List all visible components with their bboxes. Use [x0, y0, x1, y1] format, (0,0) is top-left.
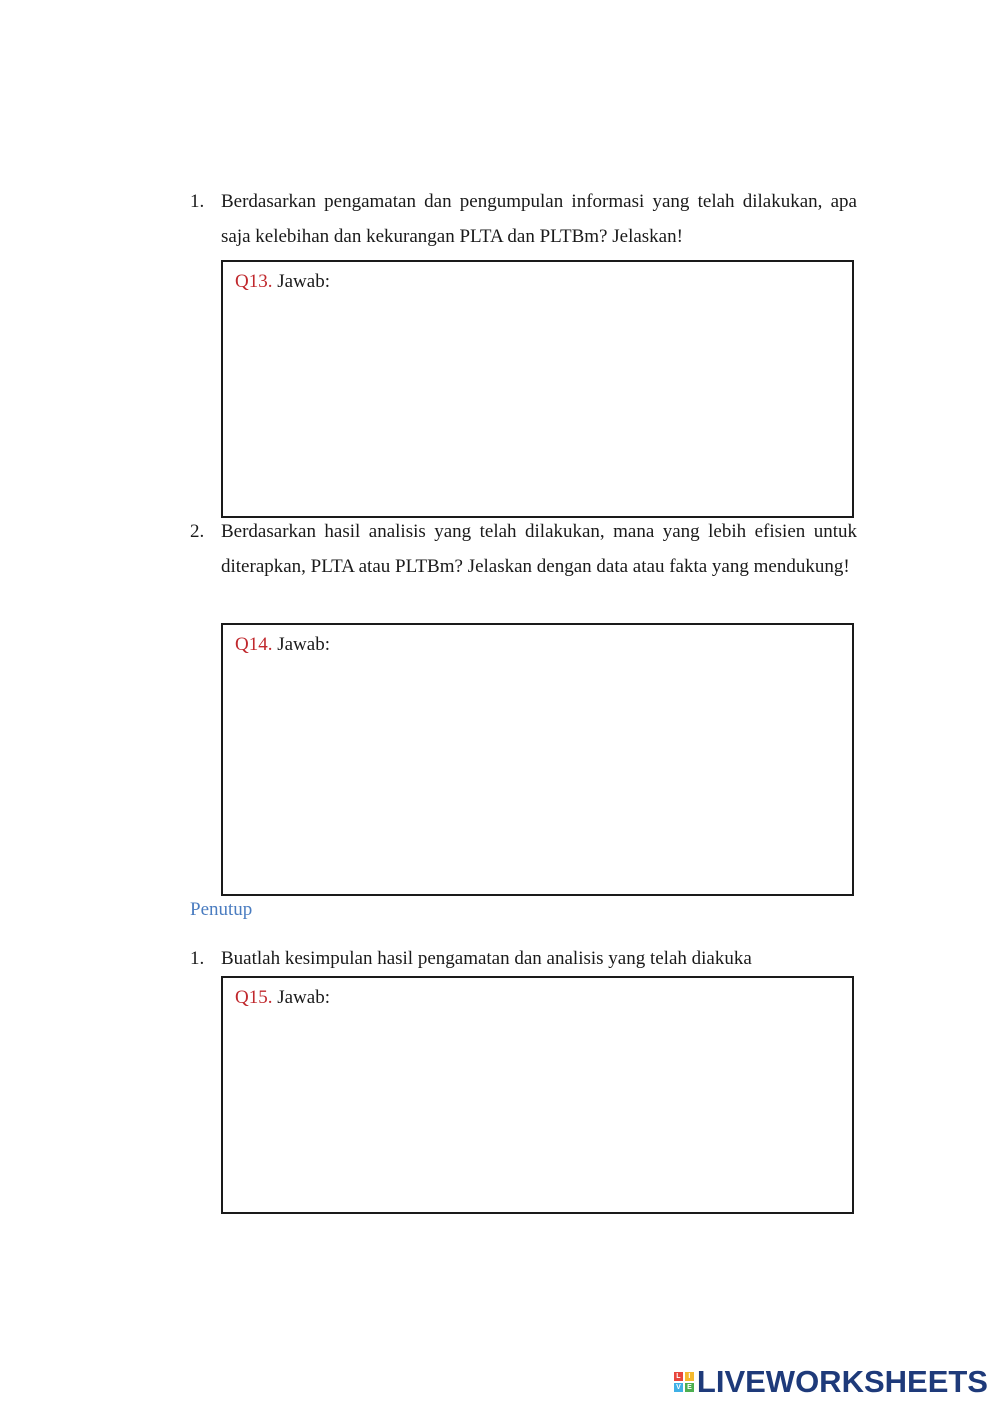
answer-label	[235, 633, 330, 657]
closing-question-1	[190, 941, 857, 976]
question-number: 1.	[190, 948, 205, 969]
logo-icon-letter: I	[685, 1372, 694, 1381]
answer-input-q13[interactable]	[235, 302, 840, 506]
logo-icon-letter: L	[674, 1372, 683, 1381]
jawab-label: Jawab:	[277, 271, 330, 292]
answer-box-q14[interactable]	[221, 623, 854, 896]
jawab-label: Jawab:	[277, 634, 330, 655]
logo-text: LIVEWORKSHEETS	[696, 1364, 988, 1399]
liveworksheets-logo	[674, 1362, 988, 1402]
logo-icon-letter: V	[674, 1383, 683, 1392]
answer-label	[235, 986, 330, 1010]
logo-icon-letter: E	[685, 1383, 694, 1392]
answer-id: Q14.	[235, 634, 273, 655]
question-2	[190, 514, 857, 584]
jawab-label: Jawab:	[277, 987, 330, 1008]
question-text: Berdasarkan pengamatan dan pengumpulan informasi yang telah dilakukan, apa saja kelebihan dan kekurangan PLTA dan PLTBm? Jelaskan!	[221, 191, 857, 247]
question-number: 1.	[190, 191, 205, 212]
question-1	[190, 184, 857, 254]
question-number: 2.	[190, 521, 205, 542]
answer-input-q14[interactable]	[235, 665, 840, 884]
logo-icon	[674, 1372, 694, 1392]
answer-box-q13[interactable]	[221, 260, 854, 518]
answer-label	[235, 270, 330, 294]
answer-input-q15[interactable]	[235, 1018, 840, 1202]
section-title-penutup: Penutup	[190, 899, 253, 920]
question-text: Berdasarkan hasil analisis yang telah dilakukan, mana yang lebih efisien untuk diterapkan, PLTA atau PLTBm? Jelaskan dengan data atau fakta yang mendukung!	[221, 521, 857, 577]
answer-id: Q13.	[235, 271, 273, 292]
answer-box-q15[interactable]	[221, 976, 854, 1214]
question-text: Buatlah kesimpulan hasil pengamatan dan analisis yang telah diakuka	[221, 948, 752, 969]
answer-id: Q15.	[235, 987, 273, 1008]
